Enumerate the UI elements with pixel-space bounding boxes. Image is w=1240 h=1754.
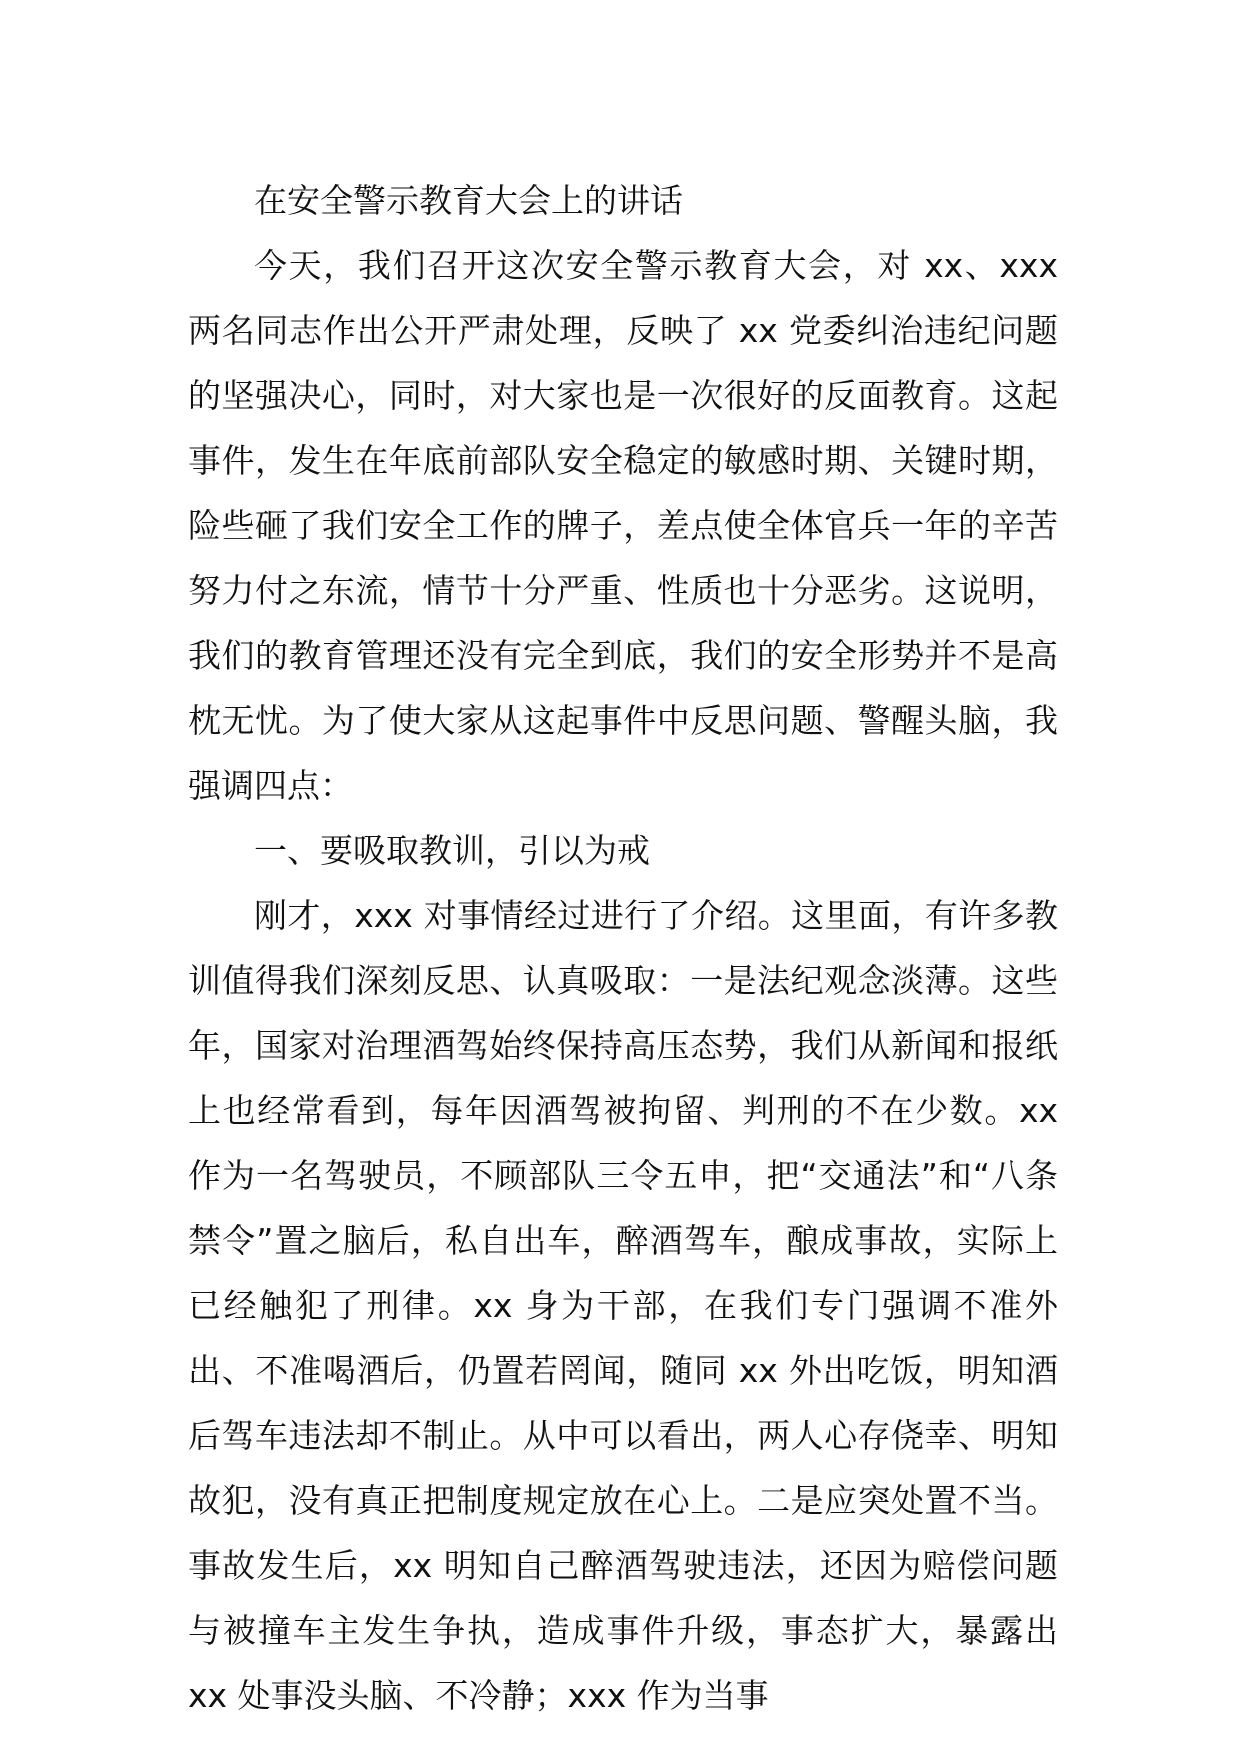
document-title: 在安全警示教育大会上的讲话	[254, 181, 683, 220]
section-heading-1: 一、要吸取教训，引以为戒	[254, 831, 650, 870]
document-body	[188, 168, 1058, 1728]
paragraph-intro: 今天，我们召开这次安全警示教育大会，对 xx、xxx 两名同志作出公开严肃处理，反映了 xx 党委纠治违纪问题的坚强决心，同时，对大家也是一次很好的反面教育。这起事件，发生在年底前部队安全稳定的敏感时期、关键时期，险些砸了我们安全工作的牌子，差点使全体官兵一年的辛苦努力付之东流，情节十分严重、性质也十分恶劣。这说明，我们的教育管理还没有完全到底，我们的安全形势并不是高枕无忧。为了使大家从这起事件中反思问题、警醒头脑，我强调四点：	[188, 246, 1058, 805]
paragraph-section-1: 刚才，xxx 对事情经过进行了介绍。这里面，有许多教训值得我们深刻反思、认真吸取：一是法纪观念淡薄。这些年，国家对治理酒驾始终保持高压态势，我们从新闻和报纸上也经常看到，每年因酒驾被拘留、判刑的不在少数。xx 作为一名驾驶员，不顾部队三令五申，把“交通法”和“八条禁令”置之脑后，私自出车，醉酒驾车，酿成事故，实际上已经触犯了刑律。xx 身为干部，在我们专门强调不准外出、不准喝酒后，仍置若罔闻，随同 xx 外出吃饭，明知酒后驾车违法却不制止。从中可以看出，两人心存侥幸、明知故犯，没有真正把制度规定放在心上。二是应突处置不当。事故发生后，xx 明知自己醉酒驾驶违法，还因为赔偿问题与被撞车主发生争执，造成事件升级，事态扩大，暴露出 xx 处事没头脑、不冷静；xxx 作为当事	[188, 896, 1058, 1715]
